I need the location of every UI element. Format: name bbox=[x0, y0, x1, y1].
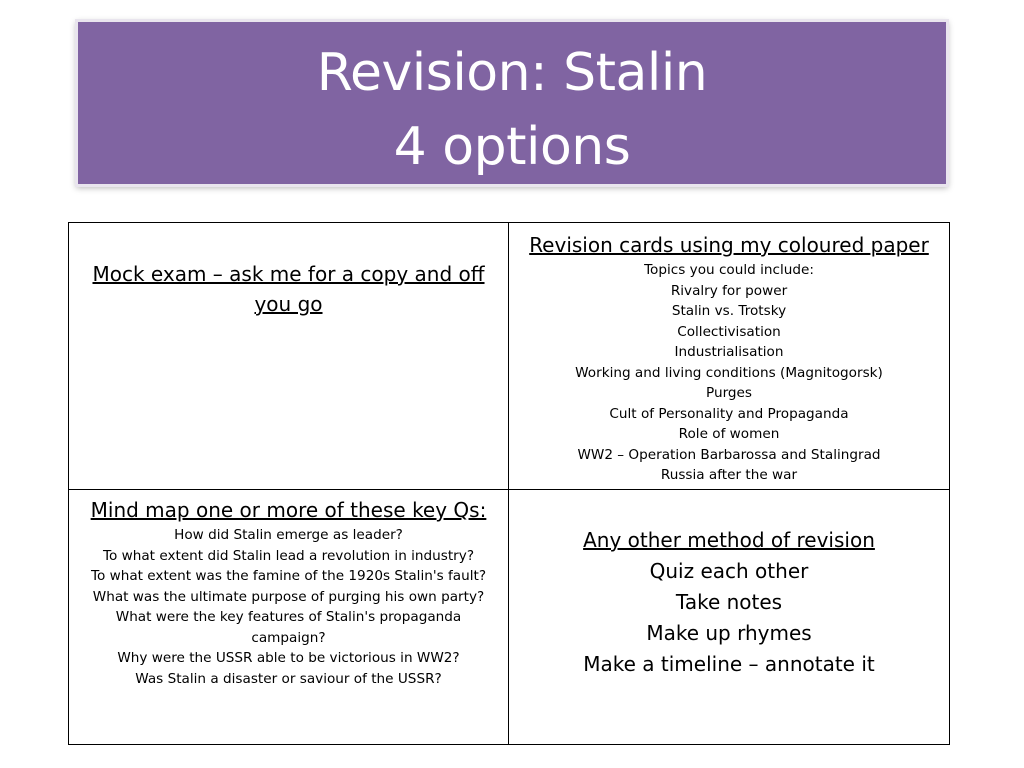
list-item: Collectivisation bbox=[677, 323, 781, 340]
revision-cards-cell bbox=[509, 223, 950, 490]
list-item: Topics you could include: bbox=[644, 262, 814, 278]
slide-title-line-2: 4 options bbox=[393, 117, 631, 177]
mock-exam-heading: Mock exam – ask me for a copy and off you go bbox=[92, 262, 485, 316]
list-item: What was the ultimate purpose of purging his own party? bbox=[92, 588, 485, 605]
list-item: Working and living conditions (Magnitogorsk) bbox=[575, 364, 883, 381]
list-item: Industrialisation bbox=[674, 344, 784, 360]
table-row bbox=[69, 490, 950, 745]
mock-exam-cell bbox=[69, 223, 509, 490]
list-item: To what extent was the famine of the 1920s Stalin's fault? bbox=[90, 568, 487, 584]
table-row bbox=[69, 223, 950, 490]
list-item: Make up rhymes bbox=[646, 621, 812, 645]
other-method-heading: Any other method of revision bbox=[583, 528, 875, 552]
list-item: Russia after the war bbox=[660, 467, 798, 483]
list-item: Was Stalin a disaster or saviour of the USSR? bbox=[135, 670, 442, 687]
list-item: Stalin vs. Trotsky bbox=[671, 303, 787, 319]
list-item: Take notes bbox=[675, 590, 783, 614]
mind-map-cell bbox=[69, 490, 509, 745]
other-method-cell bbox=[509, 490, 950, 745]
options-table bbox=[68, 222, 950, 745]
list-item: Make a timeline – annotate it bbox=[583, 652, 875, 676]
list-item: Purges bbox=[706, 385, 752, 401]
list-item: WW2 – Operation Barbarossa and Stalingrad bbox=[577, 446, 881, 463]
list-item: Quiz each other bbox=[649, 559, 809, 583]
list-item: Why were the USSR able to be victorious in WW2? bbox=[117, 650, 460, 666]
list-item: Cult of Personality and Propaganda bbox=[609, 405, 849, 422]
title-banner bbox=[78, 22, 946, 184]
list-item: Rivalry for power bbox=[670, 282, 788, 299]
slide-title-line-1: Revision: Stalin bbox=[316, 43, 708, 103]
mind-map-heading: Mind map one or more of these key Qs: bbox=[90, 498, 487, 522]
list-item: What were the key features of Stalin's propaganda campaign? bbox=[115, 609, 462, 646]
list-item: Role of women bbox=[678, 426, 780, 442]
revision-cards-heading: Revision cards using my coloured paper bbox=[529, 233, 929, 257]
list-item: To what extent did Stalin lead a revolution in industry? bbox=[102, 547, 475, 564]
list-item: How did Stalin emerge as leader? bbox=[174, 527, 403, 543]
